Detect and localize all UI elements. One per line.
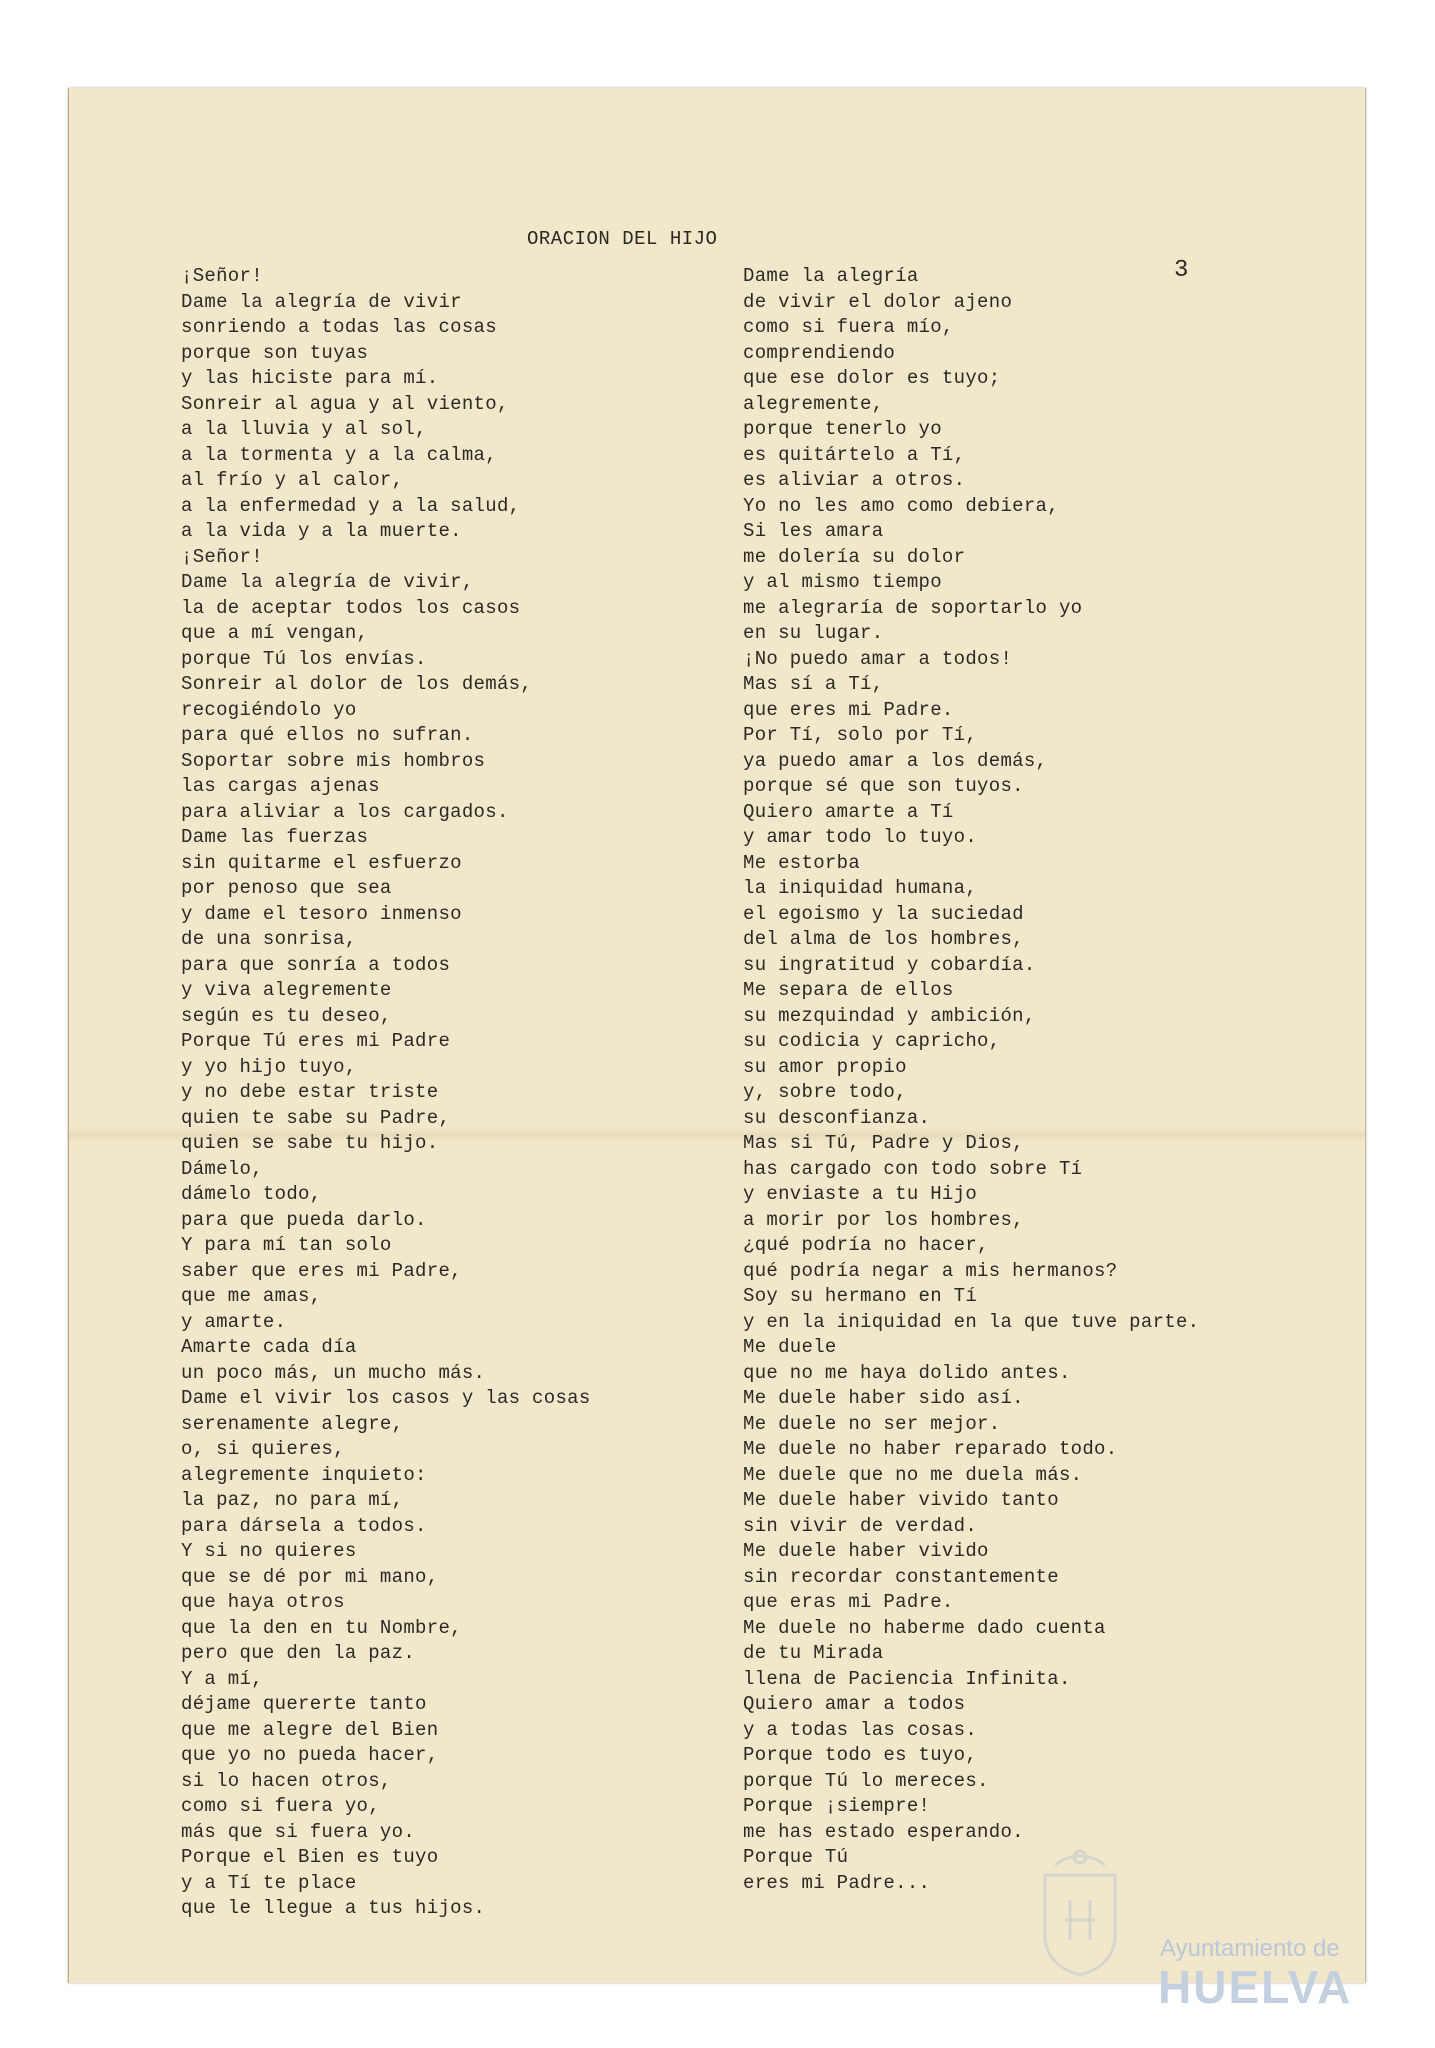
poem-line: las cargas ajenas [181,775,380,797]
poem-line: y en la iniquidad en la que tuve parte. [743,1310,1200,1333]
poem-line: quien te sabe su Padre, [181,1106,451,1129]
poem-line: es aliviar a otros. [743,469,966,491]
poem-line: a la vida y a la muerte. [181,520,462,542]
poem-line: saber que eres mi Padre, [181,1259,462,1282]
poem-line: Dámelo, [181,1157,263,1180]
poem-line: ¡Señor! [181,545,263,568]
watermark-line1: Ayuntamiento de [1160,1935,1340,1962]
poem-line: me alegraría de soportarlo yo [743,596,1083,619]
poem-line: me has estado esperando. [743,1820,1024,1843]
poem-line: Me duele [743,1336,837,1358]
poem-line: para dársela a todos. [181,1514,427,1537]
poem-line: más que si fuera yo. [181,1820,416,1843]
poem-line: Sonreir al dolor de los demás, [181,673,533,695]
poem-line: su desconfianza. [743,1106,931,1129]
poem-line: como si fuera yo, [181,1795,380,1817]
poem-line: Me separa de ellos [743,979,954,1001]
poem-line: Dame las fuerzas [181,826,369,848]
poem-line: recogiéndolo yo [181,698,357,721]
poem-line: que la den en tu Nombre, [181,1616,462,1639]
poem-line: de una sonrisa, [181,928,357,950]
poem-line: Soy su hermano en Tí [743,1285,978,1307]
poem-line: y enviaste a tu Hijo [743,1183,978,1205]
poem-line: la de aceptar todos los casos [181,596,521,619]
poem-line: porque Tú lo mereces. [743,1769,989,1792]
poem-line: que haya otros [181,1591,345,1613]
poem-line: Porque Tú eres mi Padre [181,1030,451,1052]
poem-line: Si les amara [743,520,884,542]
poem-line: si lo hacen otros, [181,1769,392,1792]
poem-line: como si fuera mío, [743,316,954,338]
poem-line: dámelo todo, [181,1183,322,1205]
poem-line: que eras mi Padre. [743,1591,954,1613]
poem-line: Dame la alegría [743,265,919,287]
poem-line: su codicia y capricho, [743,1030,1001,1052]
poem-line: Soportar sobre mis hombros [181,749,486,772]
poem-line: un poco más, un mucho más. [181,1361,486,1384]
page-number: 3 [1174,257,1189,284]
poem-line: la iniquidad humana, [743,877,978,899]
poem-line: Porque todo es tuyo, [743,1744,978,1766]
poem-line: porque sé que son tuyos. [743,775,1024,797]
poem-line: que a mí vengan, [181,622,369,644]
poem-line: Dame la alegría de vivir, [181,571,474,593]
poem-line: de vivir el dolor ajeno [743,290,1013,313]
watermark-line2: HUELVA [1158,1961,1353,2013]
poem-line: llena de Paciencia Infinita. [743,1667,1071,1690]
poem-line: Quiero amar a todos [743,1693,966,1715]
poem-line: en su lugar. [743,622,884,644]
poem-line: la paz, no para mí, [181,1489,404,1511]
poem-line: y a Tí te place [181,1871,357,1894]
poem-line: Me duele no ser mejor. [743,1412,1001,1435]
poem-line: y a todas las cosas. [743,1718,978,1741]
poem-line: Me duele haber vivido tanto [743,1489,1059,1511]
poem-line: Mas sí a Tí, [743,673,884,695]
poem-line: ¡Señor! [181,265,263,287]
poem-line: Me duele que no me duela más. [743,1463,1083,1486]
poem-line: Me estorba [743,851,861,874]
poem-line: ya puedo amar a los demás, [743,749,1048,772]
poem-line: y amar todo lo tuyo. [743,826,978,848]
poem-line: eres mi Padre... [743,1871,931,1894]
poem-line: sin recordar constantemente [743,1565,1059,1588]
poem-line: ¿qué podría no hacer, [743,1234,989,1256]
poem-line: su ingratitud y cobardía. [743,953,1036,976]
poem-line: y viva alegremente [181,979,392,1001]
poem-line: y dame el tesoro inmenso [181,902,462,925]
poem-line: serenamente alegre, [181,1412,404,1435]
poem-line: Porque Tú [743,1846,849,1868]
poem-line: y al mismo tiempo [743,571,942,593]
poem-line: Mas si Tú, Padre y Dios, [743,1132,1024,1154]
poem-line: según es tu deseo, [181,1004,392,1027]
poem-line: para qué ellos no sufran. [181,724,474,746]
poem-line: Dame la alegría de vivir [181,290,462,313]
poem-line: qué podría negar a mis hermanos? [743,1259,1118,1282]
poem-line: Sonreir al agua y al viento, [181,392,509,415]
poem-line: Me duele no haberme dado cuenta [743,1616,1106,1639]
poem-line: Porque el Bien es tuyo [181,1846,439,1868]
poem-line: Yo no les amo como debiera, [743,494,1059,517]
left-column [181,264,591,1922]
poem-line: que me alegre del Bien [181,1718,439,1741]
poem-line: que me amas, [181,1285,322,1307]
poem-line: y, sobre todo, [743,1081,907,1103]
poem-line: sin quitarme el esfuerzo [181,851,462,874]
poem-line: Quiero amarte a Tí [743,800,954,823]
right-column [743,264,1199,1896]
poem-line: para aliviar a los cargados. [181,800,509,823]
poem-line: me dolería su dolor [743,545,966,568]
poem-line: que se dé por mi mano, [181,1565,439,1588]
poem-line: sin vivir de verdad. [743,1514,978,1537]
poem-line: Amarte cada día [181,1336,357,1358]
poem-line: o, si quieres, [181,1438,345,1460]
poem-line: que le llegue a tus hijos. [181,1897,486,1919]
poem-line: alegremente, [743,392,884,415]
poem-line: que eres mi Padre. [743,698,954,721]
poem-line: Dame el vivir los casos y las cosas [181,1387,591,1409]
poem-line: comprendiendo [743,341,896,364]
poem-line: es quitártelo a Tí, [743,443,966,466]
poem-line: sonriendo a todas las cosas [181,316,497,338]
poem-line: a morir por los hombres, [743,1208,1024,1231]
poem-line: alegremente inquieto: [181,1463,427,1486]
poem-line: déjame quererte tanto [181,1693,427,1715]
poem-line: Y si no quieres [181,1540,357,1562]
poem-line: para que sonría a todos [181,953,451,976]
poem-line: Me duele no haber reparado todo. [743,1438,1118,1460]
poem-line: a la enfermedad y a la salud, [181,494,521,517]
poem-line: Porque ¡siempre! [743,1795,931,1817]
poem-line: para que pueda darlo. [181,1208,427,1231]
poem-line: y no debe estar triste [181,1081,439,1103]
poem-line: al frío y al calor, [181,469,404,491]
poem-line: Por Tí, solo por Tí, [743,724,978,746]
poem-line: que no me haya dolido antes. [743,1361,1071,1384]
poem-line: Y a mí, [181,1667,263,1690]
poem-title: ORACION DEL HIJO [527,228,718,250]
poem-line: porque son tuyas [181,341,369,364]
poem-line: de tu Mirada [743,1642,884,1664]
poem-line: que yo no pueda hacer, [181,1744,439,1766]
poem-line: pero que den la paz. [181,1642,416,1664]
poem-line: a la tormenta y a la calma, [181,443,497,466]
poem-line: Me duele haber vivido [743,1540,989,1562]
poem-line: y amarte. [181,1310,287,1333]
poem-line: a la lluvia y al sol, [181,418,427,440]
poem-line: has cargado con todo sobre Tí [743,1157,1083,1180]
poem-line: y yo hijo tuyo, [181,1055,357,1078]
poem-line: quien se sabe tu hijo. [181,1132,439,1154]
poem-line: por penoso que sea [181,877,392,899]
poem-line: que ese dolor es tuyo; [743,367,1001,389]
poem-line: su mezquindad y ambición, [743,1004,1036,1027]
poem-line: Me duele haber sido así. [743,1387,1024,1409]
poem-line: del alma de los hombres, [743,928,1024,950]
poem-line: y las hiciste para mí. [181,367,439,389]
poem-line: porque Tú los envías. [181,647,427,670]
poem-line: porque tenerlo yo [743,418,942,440]
poem-line: su amor propio [743,1055,907,1078]
poem-line: el egoismo y la suciedad [743,902,1024,925]
poem-line: Y para mí tan solo [181,1234,392,1256]
poem-line: ¡No puedo amar a todos! [743,647,1013,670]
